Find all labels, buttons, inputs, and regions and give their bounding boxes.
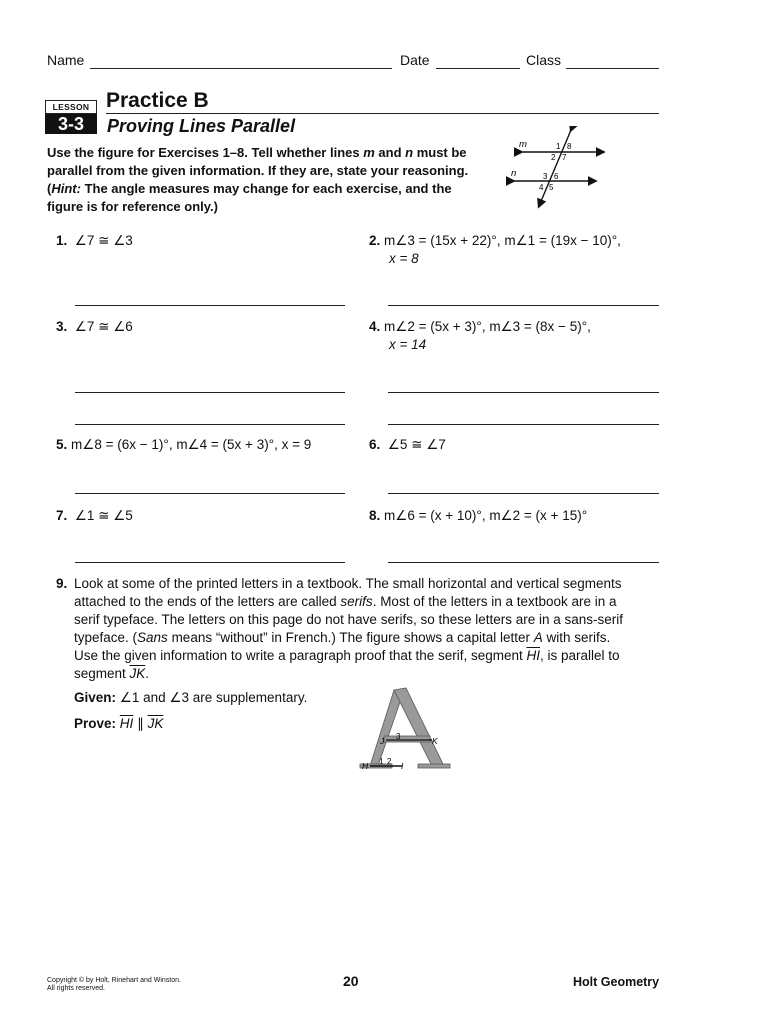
title-divider	[106, 113, 659, 114]
svg-text:3: 3	[543, 172, 548, 181]
svg-text:8: 8	[567, 142, 572, 151]
name-field-line[interactable]	[90, 68, 392, 69]
svg-text:1: 1	[379, 757, 384, 766]
svg-text:H: H	[362, 761, 369, 771]
answer-line-3b[interactable]	[75, 424, 345, 425]
svg-text:5: 5	[549, 183, 554, 192]
instructions: Use the figure for Exercises 1–8. Tell whether lines m and n must be parallel from the given information. If they are, state your reasoning. (Hint: The angle measures may change for each exercise, and the figure is for reference only.)	[47, 145, 469, 214]
answer-line-4a[interactable]	[388, 392, 659, 393]
answer-line-8[interactable]	[388, 562, 659, 563]
exercise-1: 1. ∠7 ≅ ∠3	[56, 233, 133, 248]
copyright-notice: Copyright © by Holt, Rinehart and Winston. All rights reserved.	[47, 977, 181, 992]
page-subtitle: Proving Lines Parallel	[107, 116, 296, 136]
svg-text:4: 4	[539, 183, 544, 192]
page-number: 20	[343, 973, 359, 989]
svg-text:I: I	[401, 761, 404, 771]
answer-line-7[interactable]	[75, 562, 345, 563]
class-label: Class	[526, 52, 562, 68]
name-label: Name	[47, 52, 85, 68]
answer-line-4b[interactable]	[388, 424, 659, 425]
lesson-number: 3-3	[45, 114, 97, 134]
svg-text:K: K	[432, 736, 438, 746]
date-field-line[interactable]	[436, 68, 520, 69]
label-n: n	[511, 168, 517, 179]
exercise-2: 2. m∠3 = (15x + 22)°, m∠1 = (19x − 10)°, x = 8	[369, 233, 621, 266]
lesson-tag: LESSON	[45, 100, 97, 114]
svg-text:6: 6	[554, 172, 559, 181]
class-field-line[interactable]	[566, 68, 659, 69]
book-title: Holt Geometry	[573, 975, 660, 989]
exercise-3: 3. ∠7 ≅ ∠6	[56, 319, 133, 334]
svg-text:2: 2	[551, 153, 556, 162]
label-m: m	[519, 139, 527, 150]
given-statement: Given: ∠1 and ∠3 are supplementary.	[74, 690, 308, 705]
date-label: Date	[400, 52, 430, 68]
exercise-7: 7. ∠1 ≅ ∠5	[56, 508, 133, 523]
exercise-9: 9. Look at some of the printed letters in a textbook. The small horizontal and vertical segments attached to the ends of the letters are called serifs. Most of the letters in a textbook are in a serif typeface. The letters on this page do not have serifs, so these letters are in a sans-serif typeface. (Sans means “without” in French.) The figure shows a capital letter A with serifs. Use the given information to write a paragraph proof that the serif, segment $\overline{HI}$, is parallel to segment $\overline{JK}$.	[56, 576, 624, 681]
answer-line-2[interactable]	[388, 305, 659, 306]
svg-text:7: 7	[562, 153, 567, 162]
svg-text:2: 2	[387, 757, 392, 766]
answer-line-6[interactable]	[388, 493, 659, 494]
exercise-5: 5. m∠8 = (6x − 1)°, m∠4 = (5x + 3)°, x = 9	[56, 437, 312, 452]
svg-text:J: J	[380, 736, 385, 746]
transversal-figure	[505, 126, 610, 210]
page-title: Practice B	[106, 89, 209, 112]
exercise-6: 6. ∠5 ≅ ∠7	[369, 437, 446, 452]
answer-line-3a[interactable]	[75, 392, 345, 393]
answer-line-1[interactable]	[75, 305, 345, 306]
exercise-8: 8. m∠6 = (x + 10)°, m∠2 = (x + 15)°	[369, 508, 588, 523]
exercise-4: 4. m∠2 = (5x + 3)°, m∠3 = (8x − 5)°, x = 14	[369, 319, 591, 352]
prove-statement: Prove: $\overline{HI}$ ∥ $\overline{JK}$	[74, 716, 164, 731]
answer-line-5[interactable]	[75, 493, 345, 494]
svg-text:1: 1	[556, 142, 561, 151]
serif-letter-a-figure	[356, 680, 456, 778]
svg-text:3: 3	[396, 732, 401, 741]
